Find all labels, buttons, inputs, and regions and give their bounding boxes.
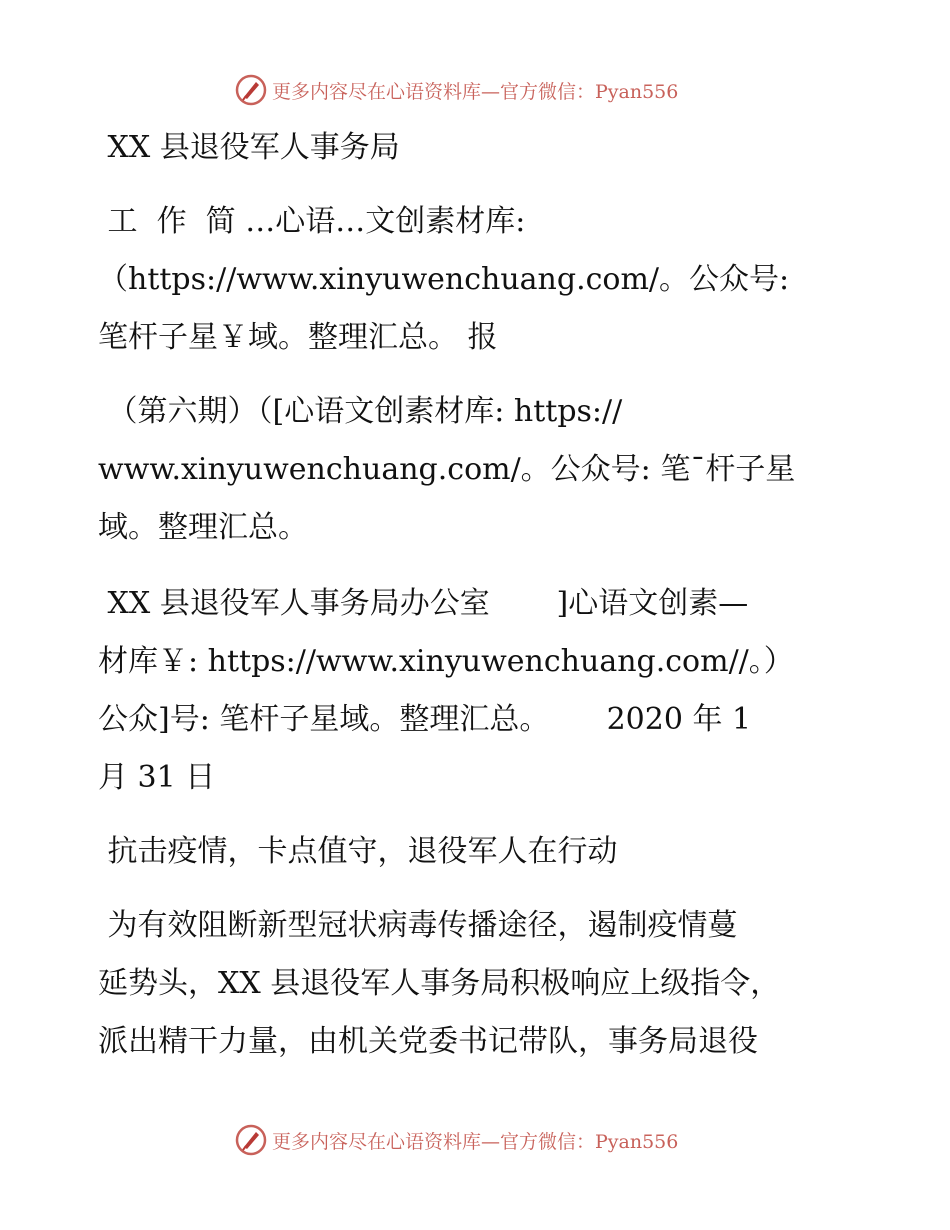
footer-watermark — [234, 1122, 678, 1158]
watermark-text: 更多内容尽在心语资料库—官方微信：Pyan556 — [272, 80, 679, 103]
header-watermark — [234, 72, 678, 108]
doc-line: 工 作 简 …心语…文创素材库: — [98, 204, 526, 239]
doc-line: 材库￥: https://www.xinyuwenchuang.com//。） — [98, 644, 794, 679]
quill-logo-icon — [234, 73, 268, 107]
doc-line: （第六期）（[心语文创素材库: https:// — [98, 394, 623, 429]
doc-line: XX 县退役军人事务局 — [98, 130, 400, 165]
section-heading: 抗击疫情，卡点值守，退役军人在行动 — [98, 834, 618, 869]
doc-line: 延势头，XX 县退役军人事务局积极响应上级指令， — [98, 966, 781, 1001]
quill-logo-icon — [234, 1123, 268, 1157]
watermark-text: 更多内容尽在心语资料库—官方微信：Pyan556 — [272, 1130, 679, 1153]
doc-line: 域。整理汇总。 — [98, 510, 308, 545]
doc-line: 派出精干力量，由机关党委书记带队，事务局退役 — [98, 1024, 758, 1059]
doc-line: XX 县退役军人事务局办公室 ]心语文创素— — [98, 586, 749, 621]
doc-line: 笔杆子星￥域。整理汇总。 报 — [98, 320, 498, 355]
doc-line: www.xinyuwenchuang.com/。公众号: 笔¯杆子星 — [98, 452, 796, 487]
doc-line: 公众]号: 笔杆子星域。整理汇总。 2020 年 1 — [98, 702, 752, 737]
doc-line: （https://www.xinyuwenchuang.com/。公众号: — [98, 262, 790, 297]
doc-line: 为有效阻断新型冠状病毒传播途径，遏制疫情蔓 — [98, 908, 738, 943]
doc-line: 月 31 日 — [98, 760, 216, 795]
